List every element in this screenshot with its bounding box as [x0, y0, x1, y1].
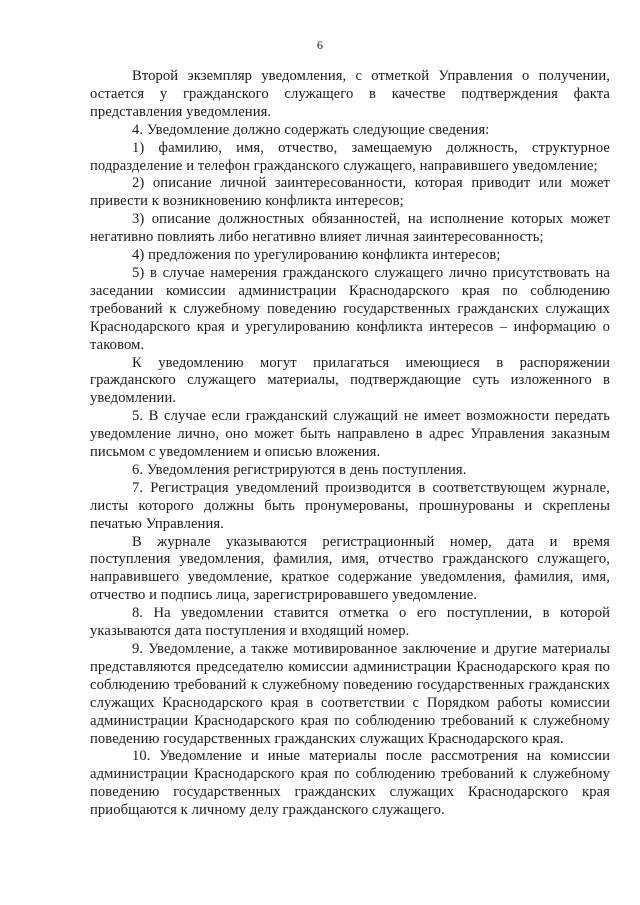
- paragraph-item-6: 6. Уведомления регистрируются в день поступления.: [132, 461, 467, 478]
- paragraph-item-7: 7. Регистрация уведомлений производится в соответствующем журнале, листы которого должны быть пронумерованы, прошнурованы и скреплены печатью Управления.: [90, 479, 610, 532]
- paragraph-item-10: 10. Уведомление и иные материалы после рассмотрения на комиссии администрации Краснодарского края по соблюдению требований к служебному поведению государственных гражданских служащих Краснодарского края приобщаются к личному делу гражданского служащего.: [90, 748, 610, 819]
- paragraph-subitem-3: 3) описание должностных обязанностей, на исполнение которых может негативно повлиять либо негативно влияет личная заинтересованность;: [90, 211, 610, 246]
- paragraph-item-4: 4. Уведомление должно содержать следующие сведения:: [132, 121, 490, 138]
- paragraph-subitem-1: 1) фамилию, имя, отчество, замещаемую должность, структурное подразделение и телефон гражданского служащего, направившего уведомление;: [90, 139, 610, 174]
- paragraph-item-9: 9. Уведомление, а также мотивированное заключение и другие материалы представляются председателю комиссии администрации Краснодарского края по соблюдению требований к служебному поведению государственных гражданских служащих Краснодарского края в соответствии с Порядком работы комиссии администрации Краснодарского края по соблюдению требований к служебному поведению государственных гражданских служащих Краснодарского края.: [90, 641, 610, 747]
- paragraph-subitem-5: 5) в случае намерения гражданского служащего лично присутствовать на заседании комиссии администрации Краснодарского края по соблюдению требований к служебному поведению государственных гражданских служащих Краснодарского края и урегулированию конфликта интересов – информацию о таковом.: [90, 264, 610, 353]
- paragraph-journal: В журнале указываются регистрационный номер, дата и время поступления уведомления, фамилия, имя, отчество гражданского служащего, направившего уведомление, краткое содержание уведомления, фамилия, имя, отчество и подпись лица, зарегистрировавшего уведомление.: [90, 533, 610, 604]
- paragraph-copy-note: Второй экземпляр уведомления, с отметкой Управления о получении, остается у гражданского служащего в качестве подтверждения факта представления уведомления.: [90, 68, 610, 120]
- document-body: [90, 68, 610, 820]
- page-number: 6: [317, 38, 323, 52]
- paragraph-subitem-4: 4) предложения по урегулированию конфликта интересов;: [132, 247, 501, 264]
- paragraph-item-8: 8. На уведомлении ставится отметка о его поступлении, в которой указываются дата поступления и входящий номер.: [90, 605, 610, 640]
- paragraph-attachments: К уведомлению могут прилагаться имеющиеся в распоряжении гражданского служащего материалы, подтверждающие суть изложенного в уведомлении.: [90, 354, 610, 407]
- paragraph-item-5: 5. В случае если гражданский служащий не имеет возможности передать уведомление лично, оно может быть направлено в адрес Управления заказным письмом с уведомлением и описью вложения.: [90, 408, 610, 461]
- paragraph-subitem-2: 2) описание личной заинтересованности, которая приводит или может привести к возникновению конфликта интересов;: [90, 175, 610, 210]
